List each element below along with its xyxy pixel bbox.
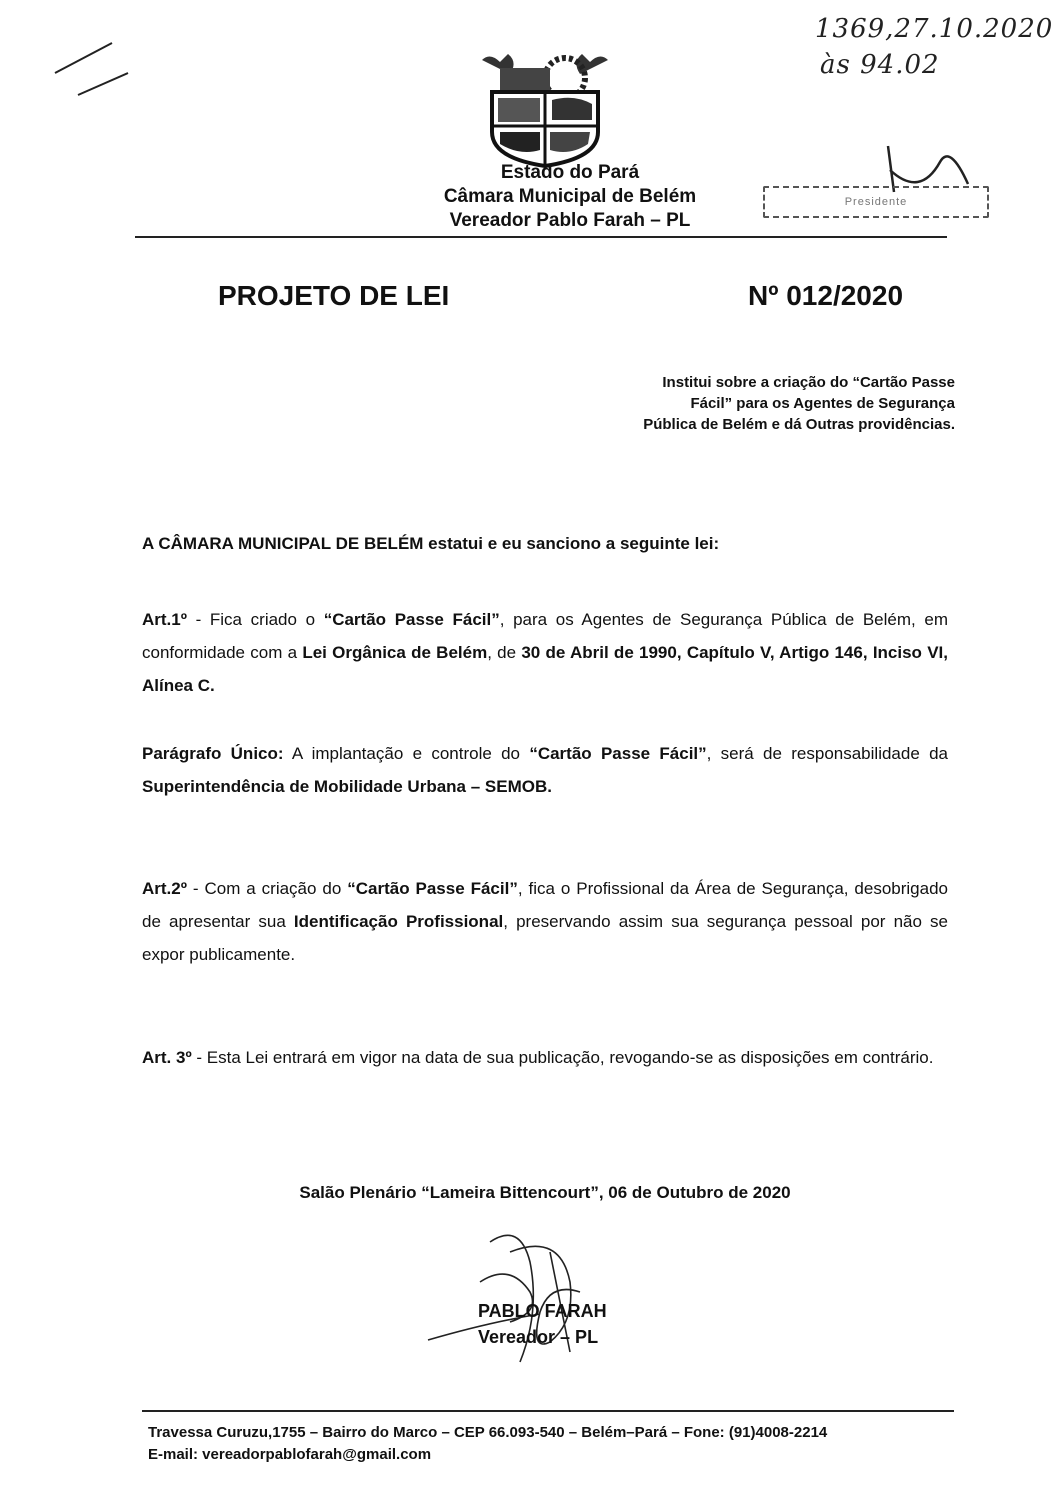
president-stamp: Presidente xyxy=(763,186,989,218)
law-reference: Lei Orgânica de Belém xyxy=(302,643,488,662)
footer-address: Travessa Curuzu,1755 – Bairro do Marco – CEP 66.093-540 – Belém–Pará – Fone: (91)4008-2214 xyxy=(148,1424,828,1441)
article-text: , para os Agentes de Segurança Pública de Belém, em conformidade com a xyxy=(142,610,948,662)
law-date-reference: 30 de Abril de 1990, Capítulo V, Artigo 146, Inciso VI, Alínea C. xyxy=(142,643,948,695)
article-text: - Esta Lei entrará em vigor na data de sua publicação, revogando-se as disposições em contrário. xyxy=(191,1048,934,1067)
header-state: Estado do Pará xyxy=(500,162,640,183)
article-text: - Com a criação do xyxy=(186,879,348,898)
bill-title: PROJETO DE LEI xyxy=(218,280,450,311)
signer-role: Vereador – PL xyxy=(478,1327,599,1347)
article-text: , preservando assim sua segurança pessoal por não se expor publicamente. xyxy=(142,912,948,964)
professional-id: Identificação Profissional xyxy=(293,912,504,931)
signer-name: PABLO FARAH xyxy=(478,1301,607,1321)
preamble-bold: A CÂMARA MUNICIPAL DE BELÉM xyxy=(142,534,424,553)
preamble xyxy=(142,527,948,560)
article-text: , fica o Profissional da Área de Segurança, desobrigado de apresentar sua xyxy=(142,879,949,931)
header-divider xyxy=(135,236,947,238)
paragraph-text: A implantação e controle do xyxy=(283,744,530,763)
card-name: “Cartão Passe Fácil” xyxy=(323,610,500,629)
bill-summary xyxy=(565,372,955,435)
header-chamber: Câmara Municipal de Belém xyxy=(443,186,697,207)
summary-line: Pública de Belém e dá Outras providências. xyxy=(643,416,955,433)
card-name: “Cartão Passe Fácil” xyxy=(347,879,518,898)
article-2 xyxy=(142,872,948,971)
handwritten-protocol-number: 1369,27.10.2020 xyxy=(815,14,1054,44)
sole-paragraph xyxy=(142,737,948,803)
handwritten-slash-marks xyxy=(50,35,130,105)
agency-name: Superintendência de Mobilidade Urbana – SEMOB. xyxy=(142,777,552,796)
article-1 xyxy=(142,603,948,702)
paragraph-text: , será de responsabilidade da xyxy=(706,744,948,763)
footer-email: E-mail: vereadorpablofarah@gmail.com xyxy=(148,1446,432,1463)
article-label: Art. 3º xyxy=(142,1048,192,1067)
footer-divider xyxy=(142,1410,954,1412)
preamble-rest: estatui e eu sanciono a seguinte lei: xyxy=(423,534,720,553)
paragraph-label: Parágrafo Único: xyxy=(142,744,284,763)
session-date-line: Salão Plenário “Lameira Bittencourt”, 06 de Outubro de 2020 xyxy=(299,1183,791,1202)
article-3 xyxy=(142,1041,948,1074)
header-councilor: Vereador Pablo Farah – PL xyxy=(449,210,691,231)
summary-line: Institui sobre a criação do “Cartão Passe xyxy=(662,374,955,391)
bill-number: Nº 012/2020 xyxy=(748,280,904,311)
summary-line: Fácil” para os Agentes de Segurança xyxy=(690,395,955,412)
article-text: - Fica criado o xyxy=(186,610,324,629)
article-label: Art.2º xyxy=(142,879,187,898)
coat-of-arms-emblem xyxy=(470,40,620,170)
signer-block xyxy=(478,1298,607,1350)
article-text: , de xyxy=(487,643,522,662)
card-name: “Cartão Passe Fácil” xyxy=(529,744,707,763)
handwritten-time: às 94.02 xyxy=(820,50,940,80)
article-label: Art.1º xyxy=(142,610,187,629)
